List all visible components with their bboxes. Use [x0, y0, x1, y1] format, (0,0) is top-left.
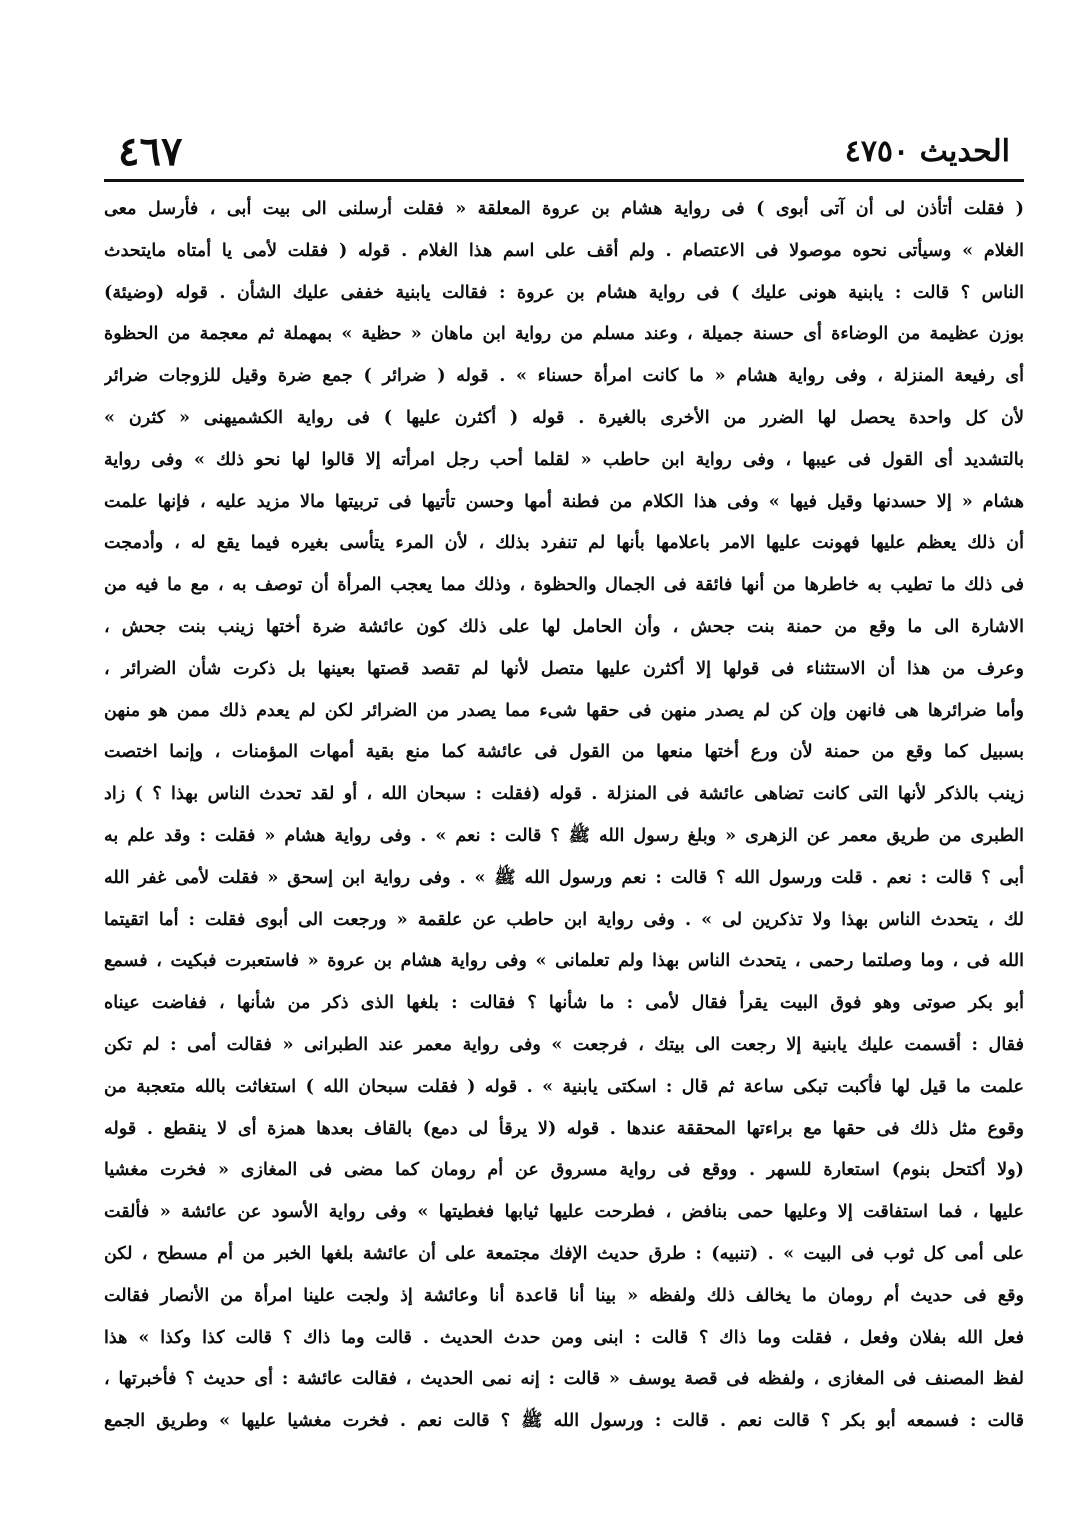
text-line: الناس ؟ قالت : يابنية هونى عليك ) فى رواية هشام بن عروة : فقالت يابنية خففى عليك الشأن . قوله (وضيئة): [104, 281, 1024, 303]
text-line: وعرف من هذا أن الاستثناء فى قولها إلا أكثرن عليها متصل لأنها لم تقصد قصتها بعينها بل ذكرت شأن الضرائر ،: [104, 657, 1024, 679]
text-line: (ولا أكتحل بنوم) استعارة للسهر . ووقع فى رواية مسروق عن أم رومان كما مضى فى المغازى « فخرت مغشيا: [104, 1159, 1024, 1181]
text-line: قالت : فسمعه أبو بكر ؟ قالت نعم . قالت : ورسول الله ﷺ ؟ قالت نعم . فخرت مغشيا عليها » وطريق الجمع: [104, 1410, 1024, 1432]
text-line: بوزن عظيمة من الوضاءة أى حسنة جميلة ، وعند مسلم من رواية ابن ماهان « حظية » بمهملة ثم معجمة من الحظوة: [104, 323, 1024, 345]
text-line: الاشارة الى ما وقع من حمنة بنت جحش ، وأن الحامل لها على ذلك كون عائشة ضرة أختها زينب بنت جحش ،: [104, 615, 1024, 637]
text-line: فى ذلك ما تطيب به خاطرها من أنها فائقة فى الجمال والحظوة ، وذلك مما يعجب المرأة أن توصف به ، مع ما فيه من: [104, 574, 1024, 596]
text-line: عليها ، فما استفاقت إلا وعليها حمى بنافض ، فطرحت عليها ثيابها فغطيتها » وفى رواية الأسود عن عائشة « فألقت: [104, 1201, 1024, 1223]
text-line: لفظ المصنف فى المغازى ، ولفظه فى قصة يوسف « قالت : إنه نمى الحديث ، فقالت عائشة : أى حديث ؟ فأخبرتها ،: [104, 1368, 1024, 1390]
text-line: الله فى ، وما وصلتما رحمى ، يتحدث الناس بهذا ولم تعلمانى » وفى رواية هشام بن عروة « فاستعبرت فبكيت ، فسمع: [104, 950, 1024, 972]
text-line: وقوع مثل ذلك فى حقها مع براءتها المحققة عندها . قوله (لا يرقأ لى دمع) بالقاف بعدها همزة أى لا ينقطع . قوله: [104, 1117, 1024, 1139]
text-line: بالتشديد أى القول فى عيبها ، وفى رواية ابن حاطب « لقلما أحب رجل امرأته إلا قالوا لها نحو ذلك » وفى رواية: [104, 448, 1024, 470]
text-line: فقال : أقسمت عليك يابنية إلا رجعت الى بيتك ، فرجعت » وفى رواية معمر عند الطبرانى « فقالت أمى : لم تكن: [104, 1033, 1024, 1055]
text-line: وأما ضرائرها هى فانهن وإن كن لم يصدر منهن فى حقها شىء مما يصدر من الضرائر لكن لم يعدم ذلك ممن هو منهن: [104, 699, 1024, 721]
text-line: فعل الله بفلان وفعل ، فقلت وما ذاك ؟ قالت : ابنى ومن حدث الحديث . قالت وما ذاك ؟ قالت كذا وكذا » هذا: [104, 1326, 1024, 1348]
text-line: أن ذلك يعظم عليها فهونت عليها الامر باعلامها بأنها لم تنفرد بذلك ، لأن المرء يتأسى بغيره فيما يقع له ، وأدمجت: [104, 532, 1024, 554]
text-line: الغلام » وسيأتى نحوه موصولا فى الاعتصام . ولم أقف على اسم هذا الغلام . قوله ( فقلت لأمى يا أمتاه مايتحدث: [104, 239, 1024, 261]
text-line: وقع فى حديث أم رومان ما يخالف ذلك ولفظه « بينا أنا قاعدة أنا وعائشة إذ ولجت علينا امرأة من الأنصار فقالت: [104, 1284, 1024, 1306]
text-line: أبو بكر صوتى وهو فوق البيت يقرأ فقال لأمى : ما شأنها ؟ فقالت : بلغها الذى ذكر من شأنها ، ففاضت عيناه: [104, 992, 1024, 1014]
text-line: علمت ما قيل لها فأكبت تبكى ساعة ثم قال : اسكتى يابنية » . قوله ( فقلت سبحان الله ) استغاثت بالله متعجبة من: [104, 1075, 1024, 1097]
body-text: [104, 188, 1024, 1442]
text-line: لك ، يتحدث الناس بهذا ولا تذكرين لى » . وفى رواية ابن حاطب عن علقمة « ورجعت الى أبوى فقلت : أما اتقيتما: [104, 908, 1024, 930]
text-line: هشام « إلا حسدنها وقيل فيها » وفى هذا الكلام من فطنة أمها وحسن تأتيها فى تربيتها مالا مزيد عليه ، فإنها علمت: [104, 490, 1024, 512]
running-title: الحديث ٤٧٥٠: [844, 134, 1010, 169]
text-line: الطبرى من طريق معمر عن الزهرى « وبلغ رسول الله ﷺ ؟ قالت : نعم » . وفى رواية هشام « فقلت : وقد علم به: [104, 824, 1024, 846]
page-number: ٤٦٧: [118, 128, 183, 175]
text-line: ( فقلت أتأذن لى أن آتى أبوى ) فى رواية هشام بن عروة المعلقة « فقلت أرسلنى الى بيت أبى ، فأرسل معى: [104, 198, 1024, 219]
text-line: أبى ؟ قالت : نعم . قلت ورسول الله ؟ قالت : نعم ورسول الله ﷺ » . وفى رواية ابن إسحق « فقلت لأمى غفر الله: [104, 866, 1024, 888]
text-line: لأن كل واحدة يحصل لها الضرر من الأخرى بالغيرة . قوله ( أكثرن عليها ) فى رواية الكشميهنى « كثرن »: [104, 406, 1024, 428]
text-line: زينب بالذكر لأنها التى كانت تضاهى عائشة فى المنزلة . قوله (فقلت : سبحان الله ، أو لقد تحدث الناس بهذا ؟ ) زاد: [104, 783, 1024, 805]
text-line: أى رفيعة المنزلة ، وفى رواية هشام « ما كانت امرأة حسناء » . قوله ( ضرائر ) جمع ضرة وقيل للزوجات ضرائر: [104, 365, 1024, 387]
text-line: بسبيل كما وقع من حمنة لأن ورع أختها منعها من القول فى عائشة كما منع بقية أمهات المؤمنات ، وإنما اختصت: [104, 741, 1024, 763]
header-rule: [104, 179, 1024, 182]
page-header: [108, 124, 1022, 176]
text-line: على أمى كل ثوب فى البيت » . (تنبيه) : طرق حديث الإفك مجتمعة على أن عائشة بلغها الخبر من أم مسطح ، لكن: [104, 1242, 1024, 1264]
